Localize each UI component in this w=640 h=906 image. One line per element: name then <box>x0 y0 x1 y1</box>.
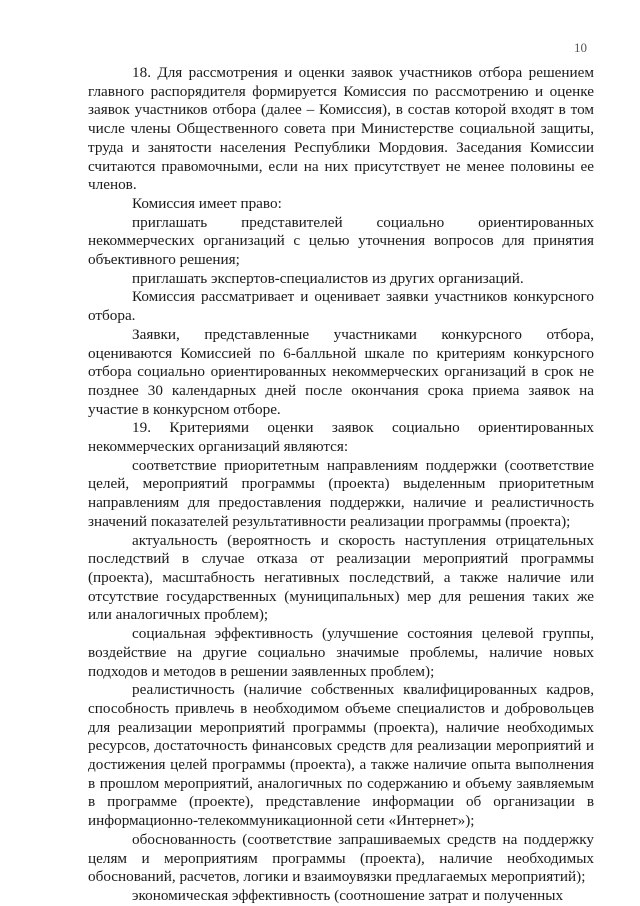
document-body <box>88 64 594 906</box>
paragraph: Заявки, представленные участниками конкурсного отбора, оцениваются Комиссией по 6-балльной шкале по критериям конкурсного отбора социально ориентированных некоммерческих организаций в срок не позднее 30 календарных дней после окончания срока приема заявок на участие в конкурсном отборе. <box>88 325 594 418</box>
paragraph: Комиссия имеет право: <box>132 194 282 212</box>
page-number: 10 <box>574 40 587 55</box>
paragraph: обоснованность (соответствие запрашиваемых средств на поддержку целям и мероприятиям программы (проекта), наличие необходимых обоснований, расчетов, логики и взаимоувязки предлагаемых мероприятий); <box>88 830 594 886</box>
paragraph: реалистичность (наличие собственных квалифицированных кадров, способность привлечь в необходимом объеме специалистов и добровольцев для реализации мероприятий программы (проекта), наличие необходимых ресурсов, достаточность финансовых средств для реализации мероприятий и достижения целей программы (проекта), а также наличие опыта выполнения в прошлом мероприятий, аналогичных по содержанию и объему заявляемым в программе (проекте), представление информации об организации в информационно-телекоммуникационной сети «Интернет»); <box>88 681 594 830</box>
paragraph: социальная эффективность (улучшение состояния целевой группы, воздействие на другие социально значимые проблемы, наличие новых подходов и методов в решении заявленных проблем); <box>88 625 594 680</box>
paragraph: актуальность (вероятность и скорость наступления отрицательных последствий в случае отказа от реализации мероприятий программы (проекта), масштабность негативных последствий, а также наличие или отсутствие государственных (муниципальных) мер для решения таких же или аналогичных проблем); <box>88 531 594 624</box>
paragraph: соответствие приоритетным направлениям поддержки (соответствие целей, мероприятий программы (проекта) выделенным приоритетным направлениям для предоставления поддержки, наличие и реалистичность значений показателей результативности реализации программы (проекта); <box>88 456 594 530</box>
paragraph: экономическая эффективность (соотношение затрат и полученных <box>132 886 564 904</box>
paragraph: приглашать экспертов-специалистов из других организаций. <box>132 269 524 287</box>
paragraph: 18. Для рассмотрения и оценки заявок участников отбора решением главного распорядителя формируется Комиссия по рассмотрению и оценке заявок участников отбора (далее – Комиссия), в состав которой входят в том числе члены Общественного совета при Министерстве социальной защиты, труда и занятости населения Республики Мордовия. Заседания Комиссии считаются правомочными, если на них присутствует не менее половины ее членов. <box>88 64 594 194</box>
paragraph: Комиссия рассматривает и оценивает заявки участников конкурсного отбора. <box>88 288 594 325</box>
paragraph: приглашать представителей социально ориентированных некоммерческих организаций с целью уточнения вопросов для принятия объективного решения; <box>88 213 594 269</box>
paragraph: 19. Критериями оценки заявок социально ориентированных некоммерческих организаций являются: <box>88 419 594 456</box>
